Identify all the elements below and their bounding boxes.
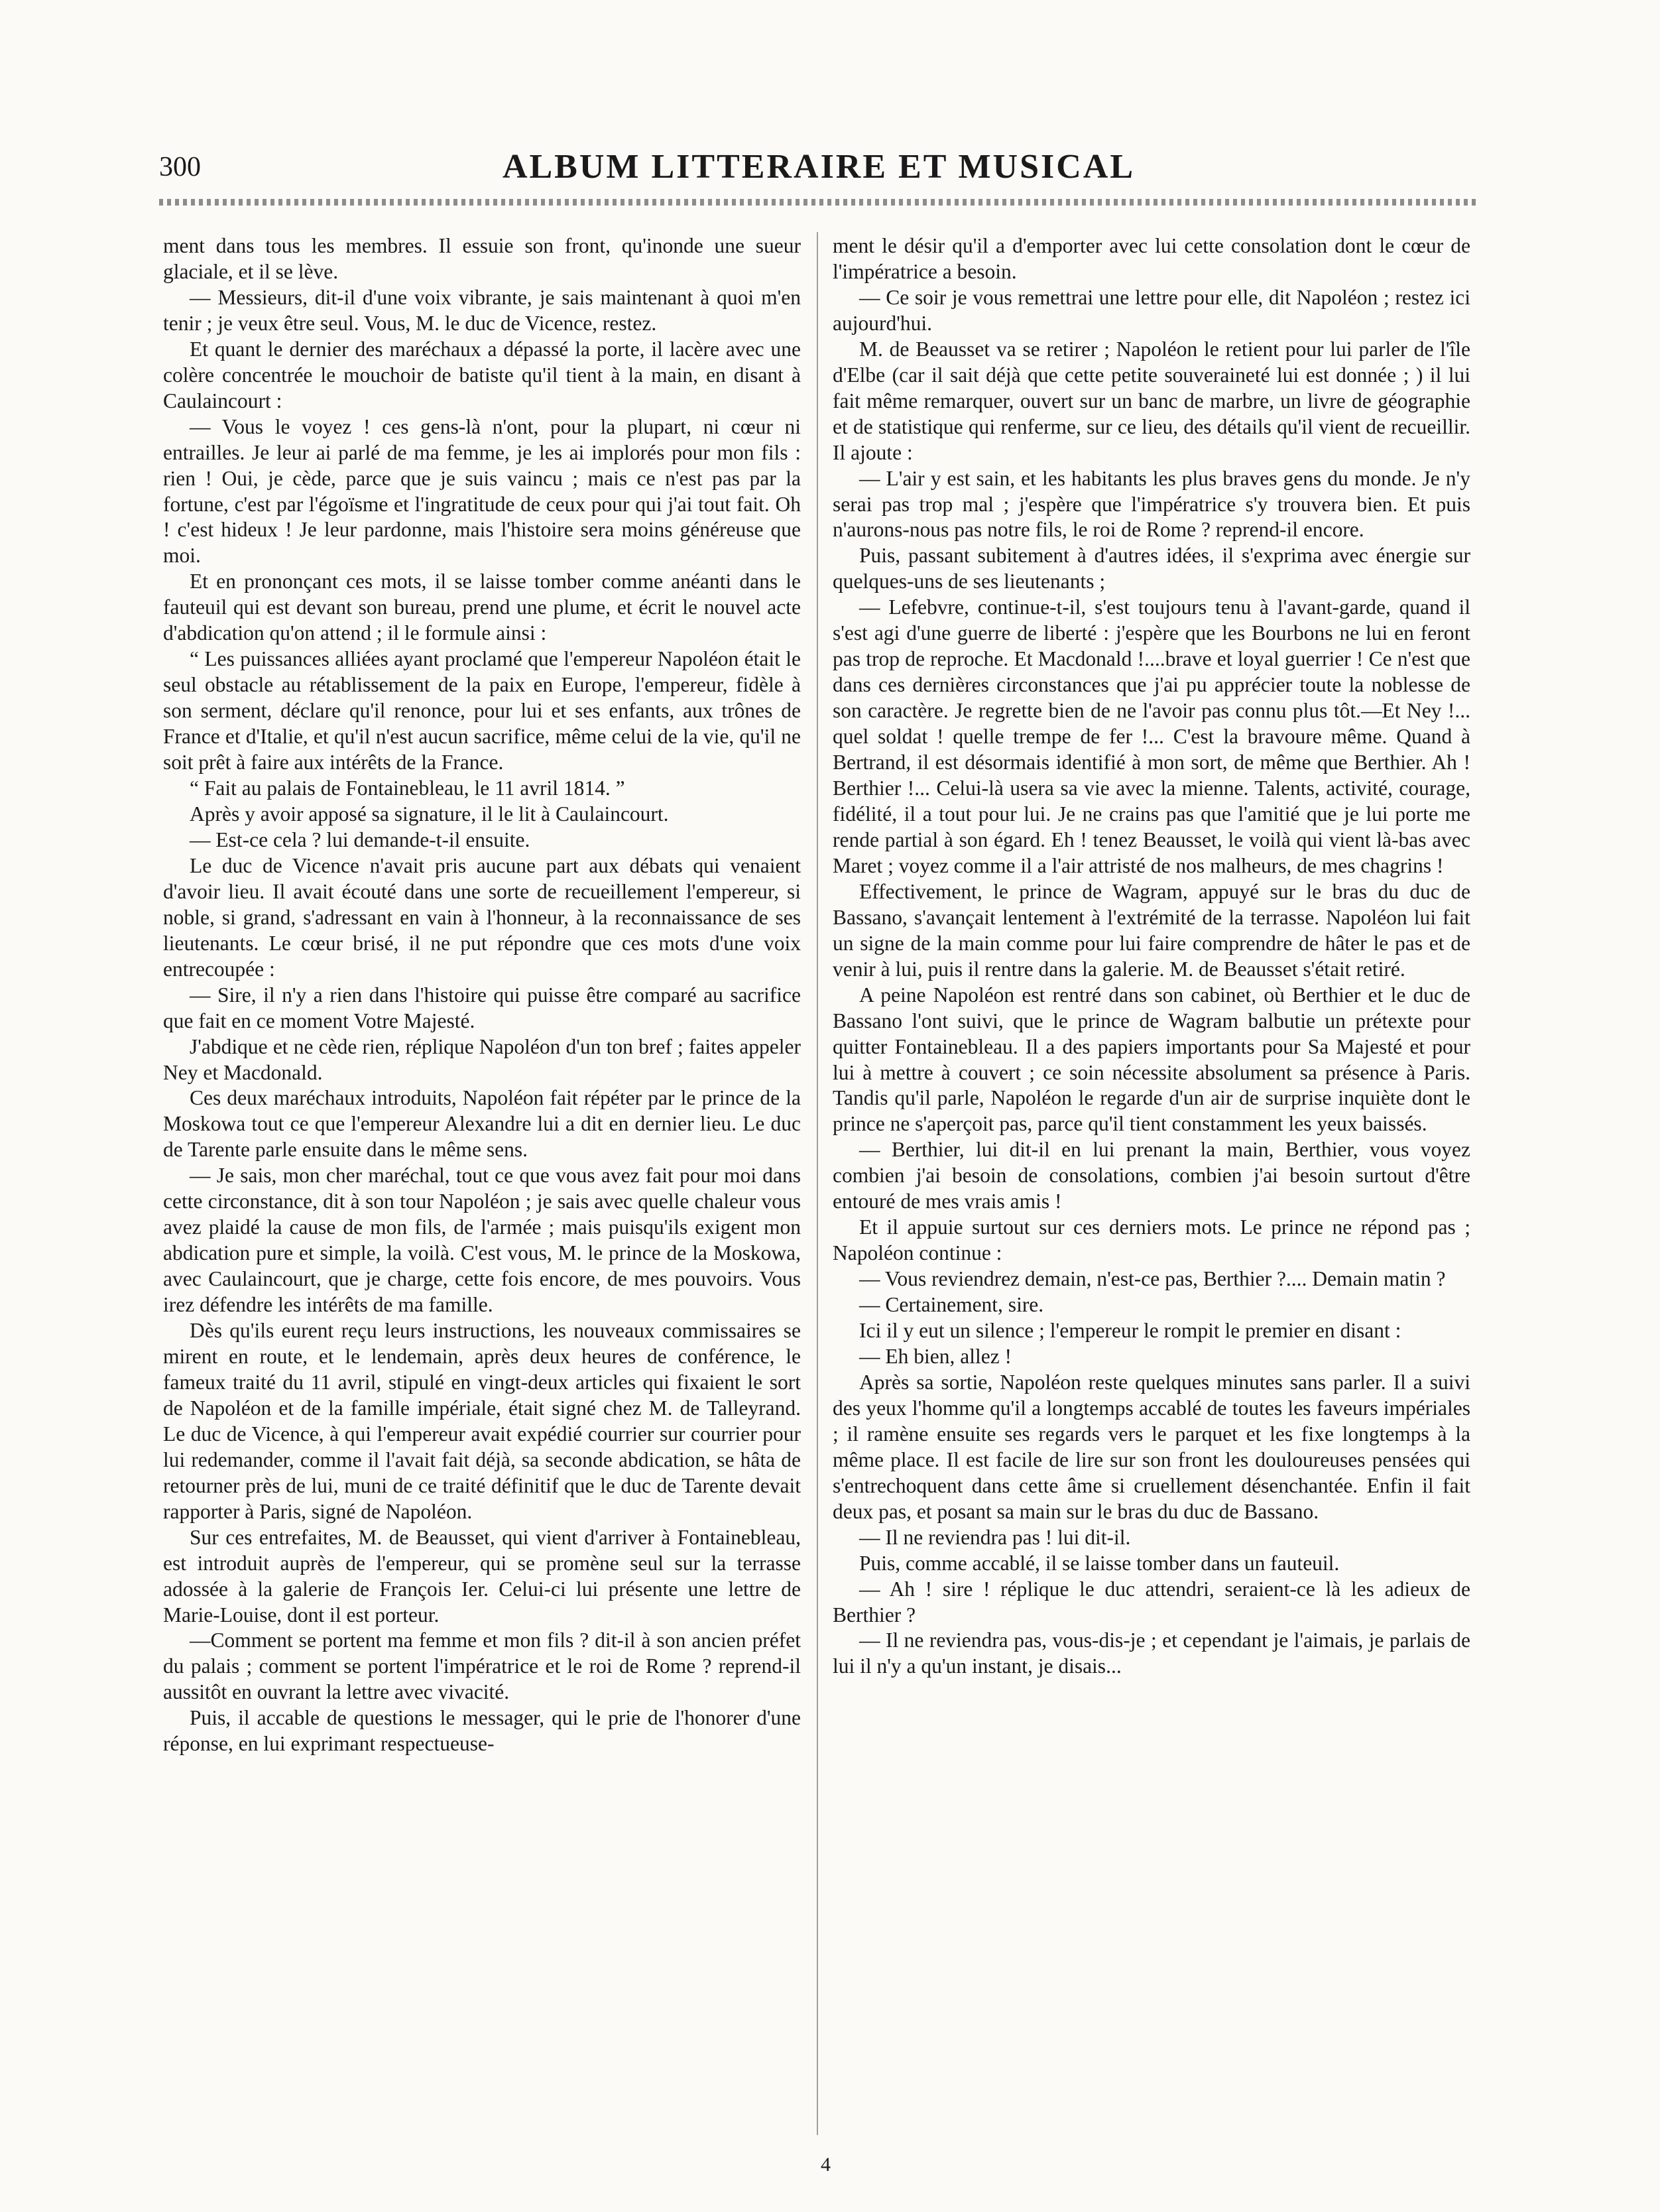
page-number: 300 (159, 152, 201, 182)
paragraph: J'abdique et ne cède rien, réplique Napoléon d'un ton bref ; faites appeler Ney et Macdonald. (163, 1034, 801, 1084)
paragraph: — Il ne reviendra pas, vous-dis-je ; et cependant je l'aimais, je parlais de lui il n'y a qu'un instant, je disais... (833, 1628, 1470, 1678)
paragraph: Et en prononçant ces mots, il se laisse tomber comme anéanti dans le fauteuil qui est devant son bureau, prend une plume, et écrit le nouvel acte d'abdication qu'on attend ; il le formule ainsi : (163, 570, 801, 645)
paragraph: Sur ces entrefaites, M. de Beausset, qui vient d'arriver à Fontainebleau, est introduit auprès de l'empereur, qui se promène seul sur la terrasse adossée à la galerie de François Ier. Celui-ci lui présente une lettre de Marie-Louise, dont il est porteur. (163, 1525, 801, 1627)
paragraph: — Ce soir je vous remettrai une lettre pour elle, dit Napoléon ; restez ici aujourd'hui. (833, 285, 1470, 335)
paragraph: — L'air y est sain, et les habitants les plus braves gens du monde. Je n'y serai pas trop mal ; j'espère que l'impératrice s'y trouvera bien. Et puis n'aurons-nous pas notre fils, le roi de Rome ? reprend-il encore. (833, 466, 1470, 542)
paragraph: — Messieurs, dit-il d'une voix vibrante, je sais maintenant à quoi m'en tenir ; je veux être seul. Vous, M. le duc de Vicence, restez. (163, 285, 801, 335)
paragraph: Le duc de Vicence n'avait pris aucune part aux débats qui venaient d'avoir lieu. Il avait écouté dans une sorte de recueillement l'empereur, si noble, si grand, s'adressant en vain à l'honneur, à la reconnaissance de ses lieutenants. Le cœur brisé, il ne put répondre que ces mots d'une voix entrecoupée : (163, 853, 801, 981)
signature-mark: 4 (821, 2154, 831, 2176)
paragraph: Dès qu'ils eurent reçu leurs instructions, les nouveaux commissaires se mirent en route, et le lendemain, après deux heures de conférence, le fameux traité du 11 avril, stipulé en vingt-deux articles qui fixaient le sort de Napoléon et de la famille impériale, était signé chez M. de Talleyrand. Le duc de Vicence, à qui l'empereur avait expédié courrier sur courrier pour lui redemander, comme il l'avait fait déjà, sa seconde abdication, se hâta de retourner près de lui, muni de ce traité définitif que le duc de Tarente devait rapporter à Paris, signé de Napoléon. (163, 1319, 801, 1523)
paragraph: Ici il y eut un silence ; l'empereur le rompit le premier en disant : (859, 1319, 1401, 1343)
paragraph: — Eh bien, allez ! (859, 1344, 1012, 1368)
paragraph: Et il appuie surtout sur ces derniers mots. Le prince ne répond pas ; Napoléon continue : (833, 1215, 1470, 1265)
paragraph: Après sa sortie, Napoléon reste quelques minutes sans parler. Il a suivi des yeux l'homme qu'il a longtemps accablé de toutes les faveurs impériales ; il ramène ensuite ses regards vers le parquet et les fixe longtemps à la même place. Il est facile de lire sur son front les douloureuses pensées qui s'entrechoquent dans cette âme si cruellement désenchantée. Enfin il fait deux pas, et posant sa main sur le bras du duc de Bassano. (833, 1370, 1470, 1523)
paragraph: Et quant le dernier des maréchaux a dépassé la porte, il lacère avec une colère concentrée le mouchoir de batiste qu'il tient à la main, en disant à Caulaincourt : (163, 337, 801, 412)
paragraph: ment dans tous les membres. Il essuie son front, qu'inonde une sueur glaciale, et il se lève. (163, 234, 801, 283)
page-header (159, 148, 1478, 191)
left-column (163, 233, 801, 1757)
paragraph: — Est-ce cela ? lui demande-t-il ensuite. (190, 828, 530, 851)
paragraph: M. de Beausset va se retirer ; Napoléon le retient pour lui parler de l'île d'Elbe (car il sait déjà que cette petite souveraineté lui est donnée ; ) il lui fait même remarquer, ouvert sur un banc de marbre, un livre de géographie et de statistique qui renferme, sur ce lieu, des détails qu'il vient de recueillir. Il ajoute : (833, 337, 1470, 464)
paragraph: —Comment se portent ma femme et mon fils ? dit-il à son ancien préfet du palais ; comment se portent l'impératrice et le roi de Rome ? reprend-il aussitôt en ouvrant la lettre avec vivacité. (163, 1628, 801, 1704)
paragraph: Après y avoir apposé sa signature, il le lit à Caulaincourt. (190, 802, 669, 826)
paragraph: — Berthier, lui dit-il en lui prenant la main, Berthier, vous voyez combien j'ai besoin de consolations, combien j'ai besoin surtout d'être entouré de mes vrais amis ! (833, 1138, 1470, 1213)
paragraph: — Il ne reviendra pas ! lui dit-il. (859, 1525, 1131, 1549)
abdication-quote: “ Les puissances alliées ayant proclamé que l'empereur Napoléon était le seul obstacle au rétablissement de la paix en Europe, l'empereur, fidèle à son serment, déclare qu'il renonce, pour lui et ses enfants, aux trônes de France et d'Italie, et qu'il n'est aucun sacrifice, même celui de la vie, qu'il ne soit prêt à faire aux intérêts de la France. (163, 647, 801, 774)
ornamental-rule (159, 199, 1478, 206)
abdication-date: “ Fait au palais de Fontainebleau, le 11 avril 1814. ” (190, 776, 625, 800)
paragraph: ment le désir qu'il a d'emporter avec lui cette consolation dont le cœur de l'impératrice a besoin. (833, 234, 1470, 283)
paragraph: — Sire, il n'y a rien dans l'histoire qui puisse être comparé au sacrifice que fait en ce moment Votre Majesté. (163, 983, 801, 1032)
paragraph: Puis, comme accablé, il se laisse tomber dans un fauteuil. (859, 1551, 1340, 1575)
paragraph: Effectivement, le prince de Wagram, appuyé sur le bras du duc de Bassano, s'avançait lentement à l'extrémité de la terrasse. Napoléon lui fait un signe de la main comme pour lui faire comprendre de hâter le pas et de venir à lui, puis il rentre dans la galerie. M. de Beausset s'était retiré. (833, 879, 1470, 981)
column-divider (817, 232, 818, 2135)
paragraph: — Vous le voyez ! ces gens-là n'ont, pour la plupart, ni cœur ni entrailles. Je leur ai parlé de ma femme, je les ai implorés pour mon fils : rien ! Oui, je cède, parce que je suis vaincu ; mais ce n'est pas par la fortune, c'est par l'égoïsme et l'ingratitude de ceux pour qui j'ai tout fait. Oh ! c'est hideux ! Je leur pardonne, mais l'histoire sera moins généreuse que moi. (163, 414, 801, 568)
paragraph: Puis, il accable de questions le messager, qui le prie de l'honorer d'une réponse, en lui exprimant respectueuse- (163, 1706, 801, 1756)
paragraph: — Vous reviendrez demain, n'est-ce pas, Berthier ?.... Demain matin ? (859, 1267, 1446, 1291)
right-column (833, 233, 1470, 1680)
paragraph: Ces deux maréchaux introduits, Napoléon fait répéter par le prince de la Moskowa tout ce que l'empereur Alexandre lui a dit en dernier lieu. Le duc de Tarente parle ensuite dans le même sens. (163, 1086, 801, 1162)
paragraph: Puis, passant subitement à d'autres idées, il s'exprima avec énergie sur quelques-uns de ses lieutenants ; (833, 544, 1470, 593)
running-title: ALBUM LITTERAIRE ET MUSICAL (502, 148, 1136, 186)
paragraph: — Certainement, sire. (859, 1293, 1044, 1317)
paragraph: — Ah ! sire ! réplique le duc attendri, seraient-ce là les adieux de Berthier ? (833, 1577, 1470, 1627)
paragraph: — Je sais, mon cher maréchal, tout ce que vous avez fait pour moi dans cette circonstance, dit à son tour Napoléon ; je sais avec quelle chaleur vous avez plaidé la cause de mon fils, de l'armée ; mais puisqu'ils exigent mon abdication pure et simple, la voilà. C'est vous, M. le prince de la Moskowa, avec Caulaincourt, que je charge, cette fois encore, de mes pouvoirs. Vous irez défendre les intérêts de ma famille. (163, 1164, 801, 1317)
paragraph: — Lefebvre, continue-t-il, s'est toujours tenu à l'avant-garde, quand il s'est agi d'une guerre de liberté : j'espère que les Bourbons ne lui en feront pas trop de reproche. Et Macdonald !....brave et loyal guerrier ! Ce n'est que dans ces dernières circonstances que j'ai pu apprécier toute la noblesse de son caractère. Je regrette bien de ne l'avoir pas connu plus tôt.—Et Ney !... quel soldat ! quelle trempe de fer !... C'est la bravoure même. Quand à Bertrand, il est désormais identifié à mon sort, de même que Berthier. Ah ! Berthier !... Celui-là usera sa vie avec la mienne. Talents, activité, courage, fidélité, il a tout pour lui. Je ne crains pas que l'amitié que je lui porte me rende partial à son égard. Eh ! tenez Beausset, le voilà qui vient là-bas avec Maret ; voyez comme il a l'air attristé de nos malheurs, de mes chagrins ! (833, 595, 1470, 877)
paragraph: A peine Napoléon est rentré dans son cabinet, où Berthier et le duc de Bassano l'ont suivi, que le prince de Wagram balbutie un prétexte pour quitter Fontainebleau. Il a des papiers importants pour Sa Majesté et pour lui à mettre à couvert ; ce soin nécessite absolument sa présence à Paris. Tandis qu'il parle, Napoléon le regarde d'un air de surprise inquiète dont le prince ne s'aperçoit pas, parce qu'il tient constamment les yeux baissés. (833, 983, 1470, 1136)
